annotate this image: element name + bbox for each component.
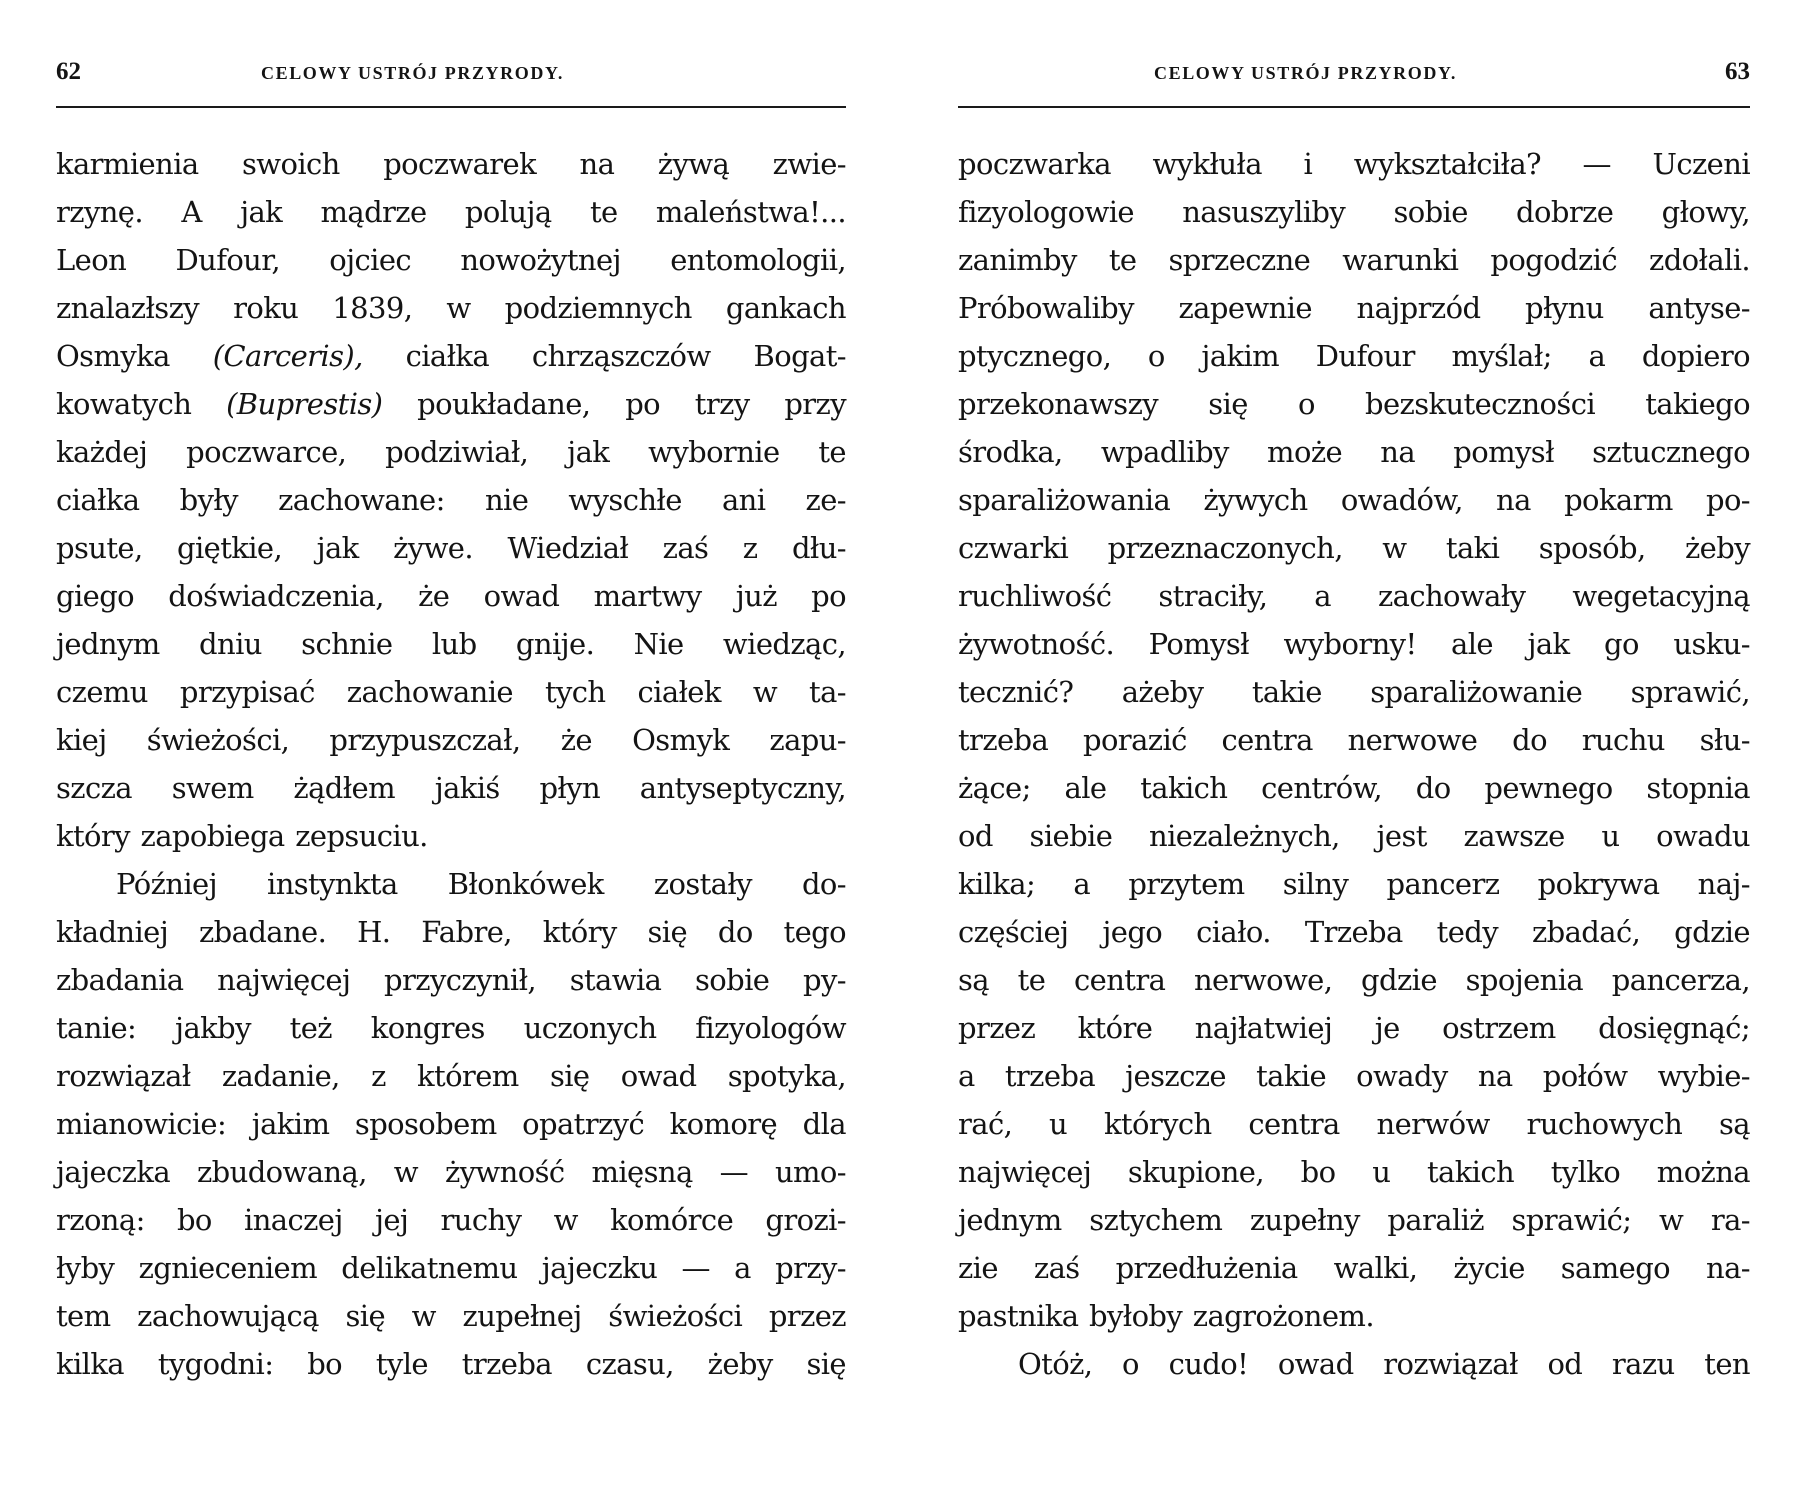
left-page [56,0,846,1500]
text-segment: poukładane, po trzy przy [382,387,847,421]
text-line: pastnika byłoby zagrożonem. [958,1299,1374,1333]
text-line: sparaliżowania żywych owadów, na pokarm po- [958,483,1750,517]
italic-term: (Carceris), [212,339,363,373]
text-line: tanie: jakby też kongres uczonych fizyologów [56,1011,846,1045]
text-line: kilka; a przytem silny pancerz pokrywa naj- [958,867,1750,901]
text-line: Próbowaliby zapewnie najprzód płynu antyse- [958,291,1750,325]
text-line: czemu przypisać zachowanie tych ciałek w ta- [56,675,846,709]
page-header [958,58,1750,92]
text-line: łyby zgnieceniem delikatnemu jajeczku — a przy- [56,1251,846,1285]
italic-term: (Buprestis) [226,387,383,421]
text-line: karmienia swoich poczwarek na żywą zwie- [56,147,846,181]
text-line: kilka tygodni: bo tyle trzeba czasu, żeby się [56,1347,846,1381]
text-line: giego doświadczenia, że owad martwy już po [56,579,846,613]
text-line: są te centra nerwowe, gdzie spojenia pancerza, [958,963,1750,997]
text-line: zanimby te sprzeczne warunki pogodzić zdołali. [958,243,1750,277]
text-line: mianowicie: jakim sposobem opatrzyć komorę dla [56,1107,846,1141]
header-rule [958,106,1750,108]
text-line: częściej jego ciało. Trzeba tedy zbadać, gdzie [958,915,1750,949]
text-line: trzeba porazić centra nerwowe do ruchu słu- [958,723,1750,757]
text-line: tecznić? ażeby takie sparaliżowanie sprawić, [958,675,1750,709]
text-line: najwięcej skupione, bo u takich tylko można [958,1155,1750,1189]
text-line: Otóż, o cudo! owad rozwiązał od razu ten [1018,1347,1750,1381]
text-line: rzynę. A jak mądrze polują te maleństwa!... [56,195,846,229]
text-line: żące; ale takich centrów, do pewnego stopnia [958,771,1750,805]
right-page [958,0,1750,1500]
page-number: 63 [1725,58,1750,85]
text-line: psute, giętkie, jak żywe. Wiedział zaś z dłu- [56,531,846,565]
text-line: a trzeba jeszcze takie owady na połów wybie- [958,1059,1750,1093]
text-line: Leon Dufour, ojciec nowożytnej entomologii, [56,243,846,277]
text-line [56,332,846,380]
text-line: jednym dniu schnie lub gnije. Nie wiedząc, [56,627,846,661]
page-body [958,140,1750,1388]
text-segment: ciałka chrząszczów Bogat- [362,339,846,373]
text-line: zie zaś przedłużenia walki, życie samego na- [958,1251,1750,1285]
page-body [56,140,846,1388]
text-line: rozwiązał zadanie, z którem się owad spotyka, [56,1059,846,1093]
text-line: fizyologowie nasuszyliby sobie dobrze głowy, [958,195,1750,229]
text-line: jednym sztychem zupełny paraliż sprawić; w ra- [958,1203,1750,1237]
page-number: 62 [56,58,81,85]
text-line: poczwarka wykłuła i wykształciła? — Uczeni [958,147,1750,181]
running-title: CELOWY USTRÓJ PRZYRODY. [261,63,565,83]
text-line: ruchliwość straciły, a zachowały wegetacyjną [958,579,1750,613]
text-line: jajeczka zbudowaną, w żywność mięsną — umo- [56,1155,846,1189]
running-title: CELOWY USTRÓJ PRZYRODY. [1154,63,1458,83]
text-line: kładniej zbadane. H. Fabre, który się do tego [56,915,846,949]
text-segment: Osmyka [56,339,213,373]
header-rule [56,106,846,108]
text-line: ciałka były zachowane: nie wyschłe ani ze- [56,483,846,517]
text-line: zbadania najwięcej przyczynił, stawia sobie py- [56,963,846,997]
text-line: Później instynkta Błonkówek zostały do- [116,867,846,901]
text-line: kiej świeżości, przypuszczał, że Osmyk zapu- [56,723,846,757]
text-line: znalazłszy roku 1839, w podziemnych gankach [56,291,846,325]
text-line: przekonawszy się o bezskuteczności takiego [958,387,1750,421]
text-line: tem zachowującą się w zupełnej świeżości przez [56,1299,846,1333]
text-line: żywotność. Pomysł wyborny! ale jak go usku- [958,627,1750,661]
text-line: czwarki przeznaczonych, w taki sposób, żeby [958,531,1750,565]
text-line: szcza swem żądłem jakiś płyn antyseptyczny, [56,771,846,805]
text-line [56,380,846,428]
text-line: od siebie niezależnych, jest zawsze u owadu [958,819,1750,853]
text-segment: kowatych [56,387,227,421]
text-line: który zapobiega zepsuciu. [56,819,428,853]
text-line: środka, wpadliby może na pomysł sztucznego [958,435,1750,469]
text-line: ptycznego, o jakim Dufour myślał; a dopiero [958,339,1750,373]
page-header [56,58,846,92]
text-line: przez które najłatwiej je ostrzem dosięgnąć; [958,1011,1750,1045]
text-line: rzoną: bo inaczej jej ruchy w komórce grozi- [56,1203,846,1237]
text-line: każdej poczwarce, podziwiał, jak wybornie te [56,435,846,469]
text-line: rać, u których centra nerwów ruchowych są [958,1107,1750,1141]
